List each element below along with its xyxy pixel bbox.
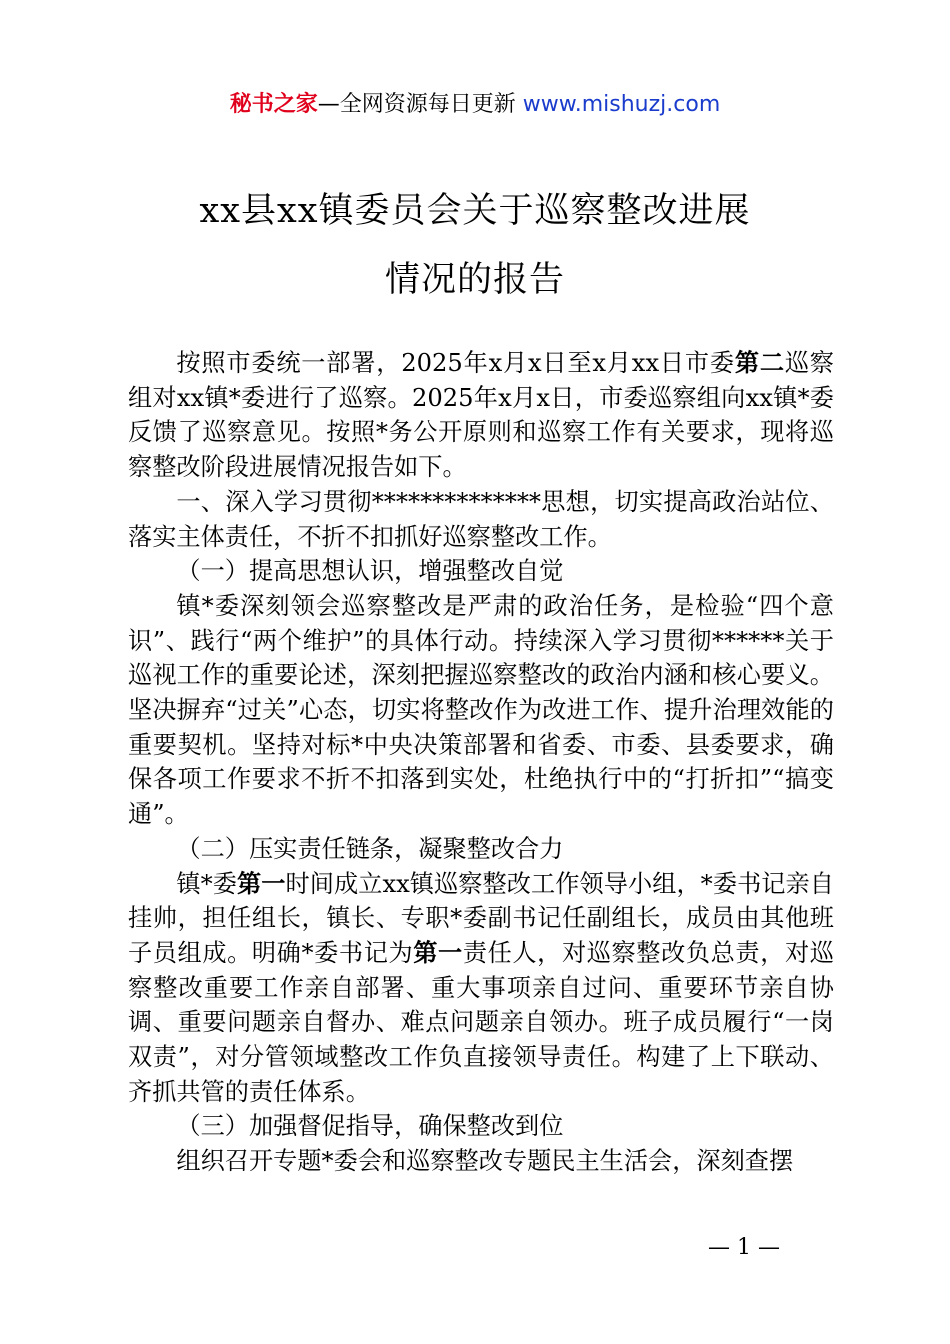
site-url-link[interactable]: www.mishuzj.com (522, 92, 721, 117)
paragraph-3: 组织召开专题*委会和巡察整改专题民主生活会，深刻查摆 (176, 1147, 794, 1176)
site-header (0, 88, 950, 122)
section-heading-1: 一、深入学习贯彻**************思想，切实提高政治站位、落实主体责任，不折不扣抓好巡察整改工作。 (128, 487, 834, 551)
subheading-3: （三）加强督促指导，确保整改到位 (176, 1112, 564, 1141)
paragraph-intro: 按照市委统一部署，2025年x月x日至x月xx日市委第二巡察组对xx镇*委进行了巡察。2025年x月x日，市委巡察组向xx镇*委反馈了巡察意见。按照*务公开原则和巡察工作有关要求，现将巡察整改阶段进展情况报告如下。 (128, 348, 834, 482)
document-title-line-1: xx县xx镇委员会关于巡察整改进展 (199, 191, 751, 231)
page-number: — 1 — (708, 1235, 780, 1260)
paragraph-2: 镇*委第一时间成立xx镇巡察整改工作领导小组，*委书记亲自挂帅，担任组长，镇长、专职*委副书记任副组长，成员由其他班子员组成。明确*委书记为第一责任人，对巡察整改负总责，对巡察整改重要工作亲自部署、重大事项亲自过问、重要环节亲自协调、重要问题亲自督办、难点问题亲自领办。班子成员履行“一岗双责”，对分管领域整改工作负直接领导责任。构建了上下联动、齐抓共管的责任体系。 (128, 868, 834, 1106)
subheading-1: （一）提高思想认识，增强整改自觉 (176, 557, 564, 586)
paragraph-1: 镇*委深刻领会巡察整改是严肃的政治任务，是检验“四个意识”、践行“两个维护”的具体行动。持续深入学习贯彻******关于巡视工作的重要论述，深刻把握巡察整改的政治内涵和核心要义。坚决摒弃“过关”心态，切实将整改作为改进工作、提升治理效能的重要契机。坚持对标*中央决策部署和省委、市委、县委要求，确保各项工作要求不折不扣落到实处，杜绝执行中的“打折扣”“搞变通”。 (128, 591, 834, 829)
document-title-line-2: 情况的报告 (384, 260, 565, 300)
subheading-2: （二）压实责任链条，凝聚整改合力 (176, 834, 564, 863)
document-body (128, 346, 834, 1179)
site-brand: 秘书之家 (229, 92, 318, 117)
site-tagline: —全网资源每日更新 (317, 92, 523, 117)
